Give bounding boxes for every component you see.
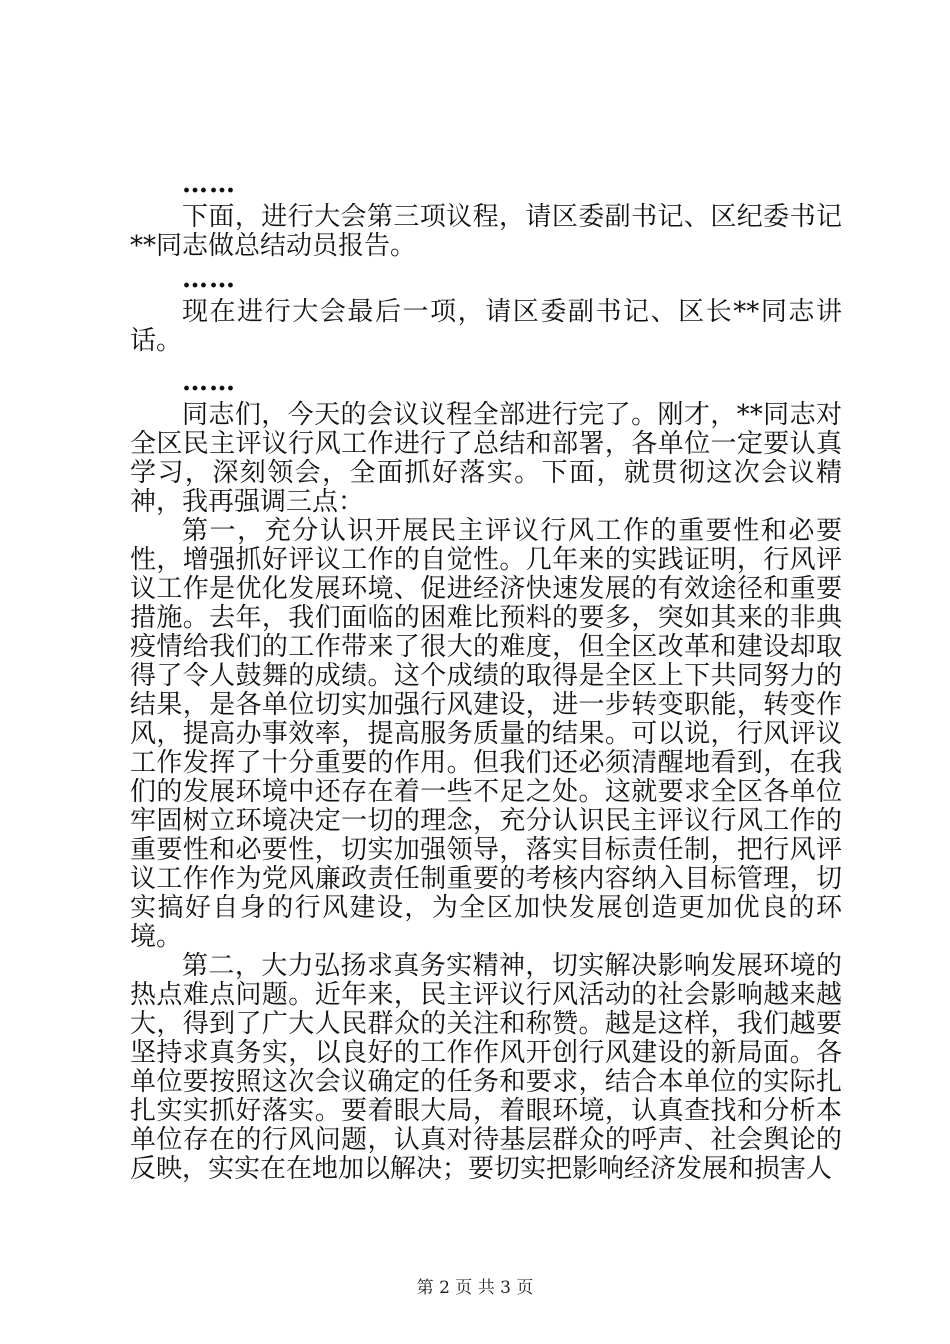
paragraph-point-one: 第一，充分认识开展民主评议行风工作的重要性和必要性，增强抓好评议工作的自觉性。几年来的实践证明，行风评议工作是优化发展环境、促进经济快速发展的有效途径和重要措施。去年，我们面临的困难比预料的要多，突如其来的非典疫情给我们的工作带来了很大的难度，但全区改革和建设却取得了令人鼓舞的成绩。这个成绩的取得是全区上下共同努力的结果，是各单位切实加强行风建设，进一步转变职能，转变作风，提高办事效率，提高服务质量的结果。可以说，行风评议工作发挥了十分重要的作用。但我们还必须清醒地看到，在我们的发展环境中还存在着一些不足之处。这就要求全区各单位牢固树立环境决定一切的理念，充分认识民主评议行风工作的重要性和必要性，切实加强领导，落实目标责任制，把行风评议工作作为党风廉政责任制重要的考核内容纳入目标管理，切实搞好自身的行风建设，为全区加快发展创造更加优良的环境。 [130, 516, 842, 952]
paragraph-agenda-third: 下面，进行大会第三项议程，请区委副书记、区纪委书记**同志做总结动员报告。 [130, 202, 842, 261]
ellipsis-line: …… [182, 367, 236, 397]
ellipsis-line: …… [182, 169, 236, 199]
page-footer: 第 2 页 共 3 页 [416, 1278, 534, 1298]
ellipsis-line: …… [182, 264, 236, 294]
document-body [130, 170, 842, 1184]
paragraph-agenda-last: 现在进行大会最后一项，请区委副书记、区长**同志讲话。 [130, 297, 842, 356]
paragraph-summary: 同志们，今天的会议议程全部进行完了。刚才，**同志对全区民主评议行风工作进行了总结和部署，各单位一定要认真学习，深刻领会，全面抓好落实。下面，就贯彻这次会议精神，我再强调三点： [130, 400, 842, 517]
paragraph-point-two: 第二，大力弘扬求真务实精神，切实解决影响发展环境的热点难点问题。近年来，民主评议行风活动的社会影响越来越大，得到了广大人民群众的关注和称赞。越是这样，我们越要坚持求真务实，以良好的工作作风开创行风建设的新局面。各单位要按照这次会议确定的任务和要求，结合本单位的实际扎扎实实抓好落实。要着眼大局，着眼环境，认真查找和分析本单位存在的行风问题，认真对待基层群众的呼声、社会舆论的反映，实实在在地加以解决；要切实把影响经济发展和损害人 [130, 951, 842, 1184]
